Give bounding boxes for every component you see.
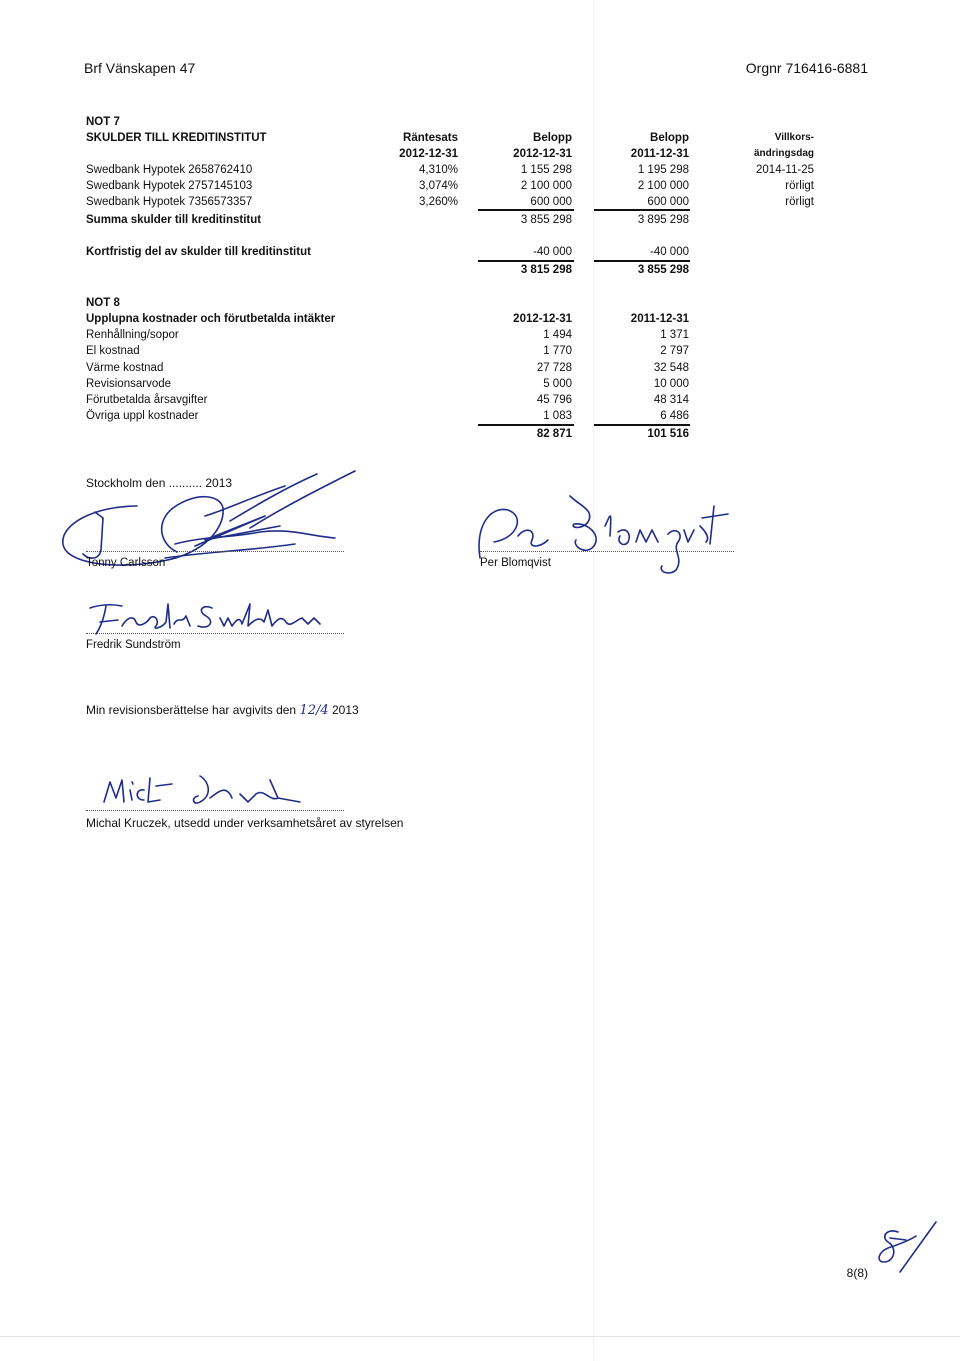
loan-name: Swedbank Hypotek 7356573357 — [86, 196, 253, 208]
cost-name: Revisionsarvode — [86, 378, 172, 390]
note7-col-belopp-2011-date: 2011-12-31 — [630, 148, 689, 160]
signature-line-1 — [86, 551, 344, 552]
loan-villkor: 2014-11-25 — [756, 164, 814, 176]
signer1-name: Tonny Carlsson — [86, 557, 166, 569]
note8-title: NOT 8 — [86, 297, 120, 309]
loan-villkor: rörligt — [785, 196, 814, 208]
cost-2012: 45 796 — [536, 394, 572, 406]
loan-rate: 3,074% — [418, 180, 458, 192]
sum-2011: 3 895 298 — [637, 214, 689, 226]
page-number: 8(8) — [846, 1266, 868, 1280]
total-rule-2012 — [478, 424, 574, 426]
net-2011: 3 855 298 — [637, 264, 689, 276]
note7-col-rate-date: 2012-12-31 — [399, 148, 458, 160]
note7-col-villkor-1: Villkors- — [774, 132, 814, 143]
loan-name: Swedbank Hypotek 2658762410 — [86, 164, 253, 176]
cost-2011: 6 486 — [660, 410, 689, 422]
signature-line-2 — [480, 551, 734, 552]
initials-mark — [870, 1218, 940, 1278]
total-2012: 82 871 — [536, 428, 572, 440]
cost-name: Förutbetalda årsavgifter — [86, 394, 208, 406]
cost-2011: 48 314 — [653, 394, 689, 406]
revision-date-handwritten: 12/4 — [299, 703, 329, 718]
cost-2011: 32 548 — [653, 362, 689, 374]
signer3-name: Fredrik Sundström — [86, 639, 181, 651]
loan-name: Swedbank Hypotek 2757145103 — [86, 180, 253, 192]
signature-per-blomqvist — [470, 486, 730, 586]
net-2012: 3 815 298 — [520, 264, 572, 276]
revision-year: 2013 — [332, 703, 359, 717]
cost-2011: 10 000 — [653, 378, 689, 390]
cost-2011: 1 371 — [660, 329, 689, 341]
signature-michal-kruczek — [100, 768, 320, 814]
loan-amount-2012: 600 000 — [530, 196, 572, 208]
loan-amount-2011: 2 100 000 — [637, 180, 689, 192]
cost-2012: 27 728 — [536, 362, 572, 374]
cost-2011: 2 797 — [660, 345, 689, 357]
cost-2012: 1 494 — [543, 329, 572, 341]
loan-amount-2012: 1 155 298 — [520, 164, 572, 176]
cost-name: Värme kostnad — [86, 362, 164, 374]
sum-rule-2012 — [478, 209, 574, 211]
cost-name: El kostnad — [86, 345, 140, 357]
sum-label: Summa skulder till kreditinstitut — [86, 214, 262, 226]
short-term-label: Kortfristig del av skulder till kreditinstitut — [86, 246, 311, 258]
company-name: Brf Vänskapen 47 — [84, 60, 196, 76]
signature-line-3 — [86, 633, 344, 634]
loan-amount-2012: 2 100 000 — [520, 180, 572, 192]
cost-name: Övriga uppl kostnader — [86, 410, 199, 422]
org-number: Orgnr 716416-6881 — [745, 60, 868, 76]
note7-subtitle: SKULDER TILL KREDITINSTITUT — [86, 132, 267, 144]
revision-statement — [86, 703, 359, 718]
note7-col-villkor-2: ändringsdag — [753, 148, 814, 159]
scan-bottom-line — [0, 1336, 960, 1337]
total-rule-2011 — [594, 424, 690, 426]
auditor-name: Michal Kruczek, utsedd under verksamhetsåret av styrelsen — [86, 816, 404, 830]
total-2011: 101 516 — [647, 428, 689, 440]
signer2-name: Per Blomqvist — [480, 557, 551, 569]
cost-2012: 5 000 — [543, 378, 572, 390]
sum-rule-2011 — [594, 209, 690, 211]
loan-rate: 4,310% — [418, 164, 458, 176]
place-date: Stockholm den .......... 2013 — [86, 476, 233, 490]
revision-prefix: Min revisionsberättelse har avgivits den — [86, 703, 297, 717]
note7-col-belopp-2012-date: 2012-12-31 — [513, 148, 572, 160]
note7-col-belopp-2012: Belopp — [533, 132, 572, 144]
note8-col-2012: 2012-12-31 — [513, 313, 572, 325]
loan-amount-2011: 1 195 298 — [637, 164, 689, 176]
cost-2012: 1 770 — [543, 345, 572, 357]
note8-subtitle: Upplupna kostnader och förutbetalda intäkter — [86, 313, 336, 325]
short-term-2012: -40 000 — [532, 246, 572, 258]
cost-2012: 1 083 — [543, 410, 572, 422]
note8-col-2011: 2011-12-31 — [630, 313, 689, 325]
cost-name: Renhållning/sopor — [86, 329, 179, 341]
loan-amount-2011: 600 000 — [647, 196, 689, 208]
short-term-2011: -40 000 — [649, 246, 689, 258]
net-rule-2012 — [478, 260, 574, 262]
loan-villkor: rörligt — [785, 180, 814, 192]
signature-line-auditor — [86, 810, 344, 811]
loan-rate: 3,260% — [418, 196, 458, 208]
note7-col-belopp-2011: Belopp — [650, 132, 689, 144]
note7-col-rate: Räntesats — [403, 132, 458, 144]
note7-title: NOT 7 — [86, 116, 120, 128]
sum-2012: 3 855 298 — [520, 214, 572, 226]
net-rule-2011 — [594, 260, 690, 262]
